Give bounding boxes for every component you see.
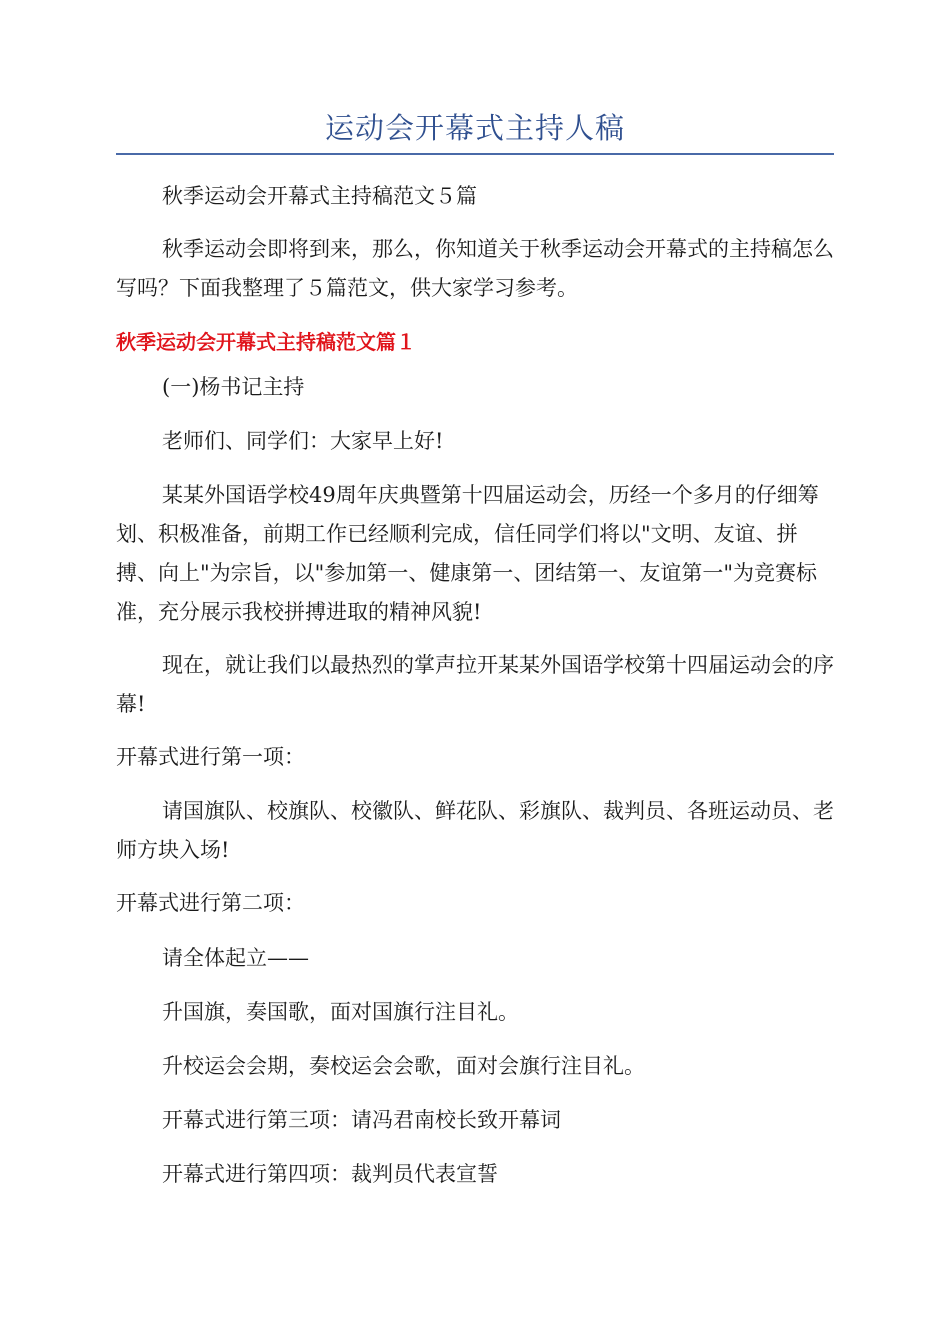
paragraph-item-four: 开幕式进行第四项：裁判员代表宣誓	[162, 1162, 498, 1186]
paragraph-host: (一)杨书记主持	[162, 375, 305, 399]
section-heading: 秋季运动会开幕式主持稿范文篇１	[116, 330, 416, 354]
paragraph-item-one-label: 开幕式进行第一项：	[116, 745, 305, 769]
paragraph-stand: 请全体起立——	[162, 946, 309, 970]
paragraph-item-three: 开幕式进行第三项：请冯君南校长致开幕词	[162, 1108, 561, 1132]
subtitle-paragraph: 秋季运动会开幕式主持稿范文５篇	[162, 184, 477, 208]
paragraph-school-flag: 升校运会会期，奏校运会会歌，面对会旗行注目礼。	[162, 1054, 645, 1078]
paragraph-curtain: 现在，就让我们以最热烈的掌声拉开某某外国语学校第十四届运动会的序幕!	[116, 653, 834, 716]
document-title: 运动会开幕式主持人稿	[324, 111, 625, 145]
paragraph-item-one: 请国旗队、校旗队、校徽队、鲜花队、彩旗队、裁判员、各班运动员、老师方块入场!	[116, 799, 834, 862]
paragraph-greeting: 老师们、同学们：大家早上好!	[162, 429, 444, 453]
title-underline	[116, 153, 834, 155]
intro-paragraph: 秋季运动会即将到来，那么，你知道关于秋季运动会开幕式的主持稿怎么写吗？下面我整理了５篇范文，供大家学习参考。	[116, 237, 834, 300]
paragraph-national-flag: 升国旗，奏国歌，面对国旗行注目礼。	[162, 1000, 519, 1024]
paragraph-item-two-label: 开幕式进行第二项：	[116, 891, 305, 915]
paragraph-opening: 某某外国语学校49周年庆典暨第十四届运动会，历经一个多月的仔细筹划、积极准备，前期工作已经顺利完成，信任同学们将以"文明、友谊、拼搏、向上"为宗旨，以"参加第一、健康第一、团结第一、友谊第一"为竞赛标准，充分展示我校拼搏进取的精神风貌!	[116, 483, 819, 624]
